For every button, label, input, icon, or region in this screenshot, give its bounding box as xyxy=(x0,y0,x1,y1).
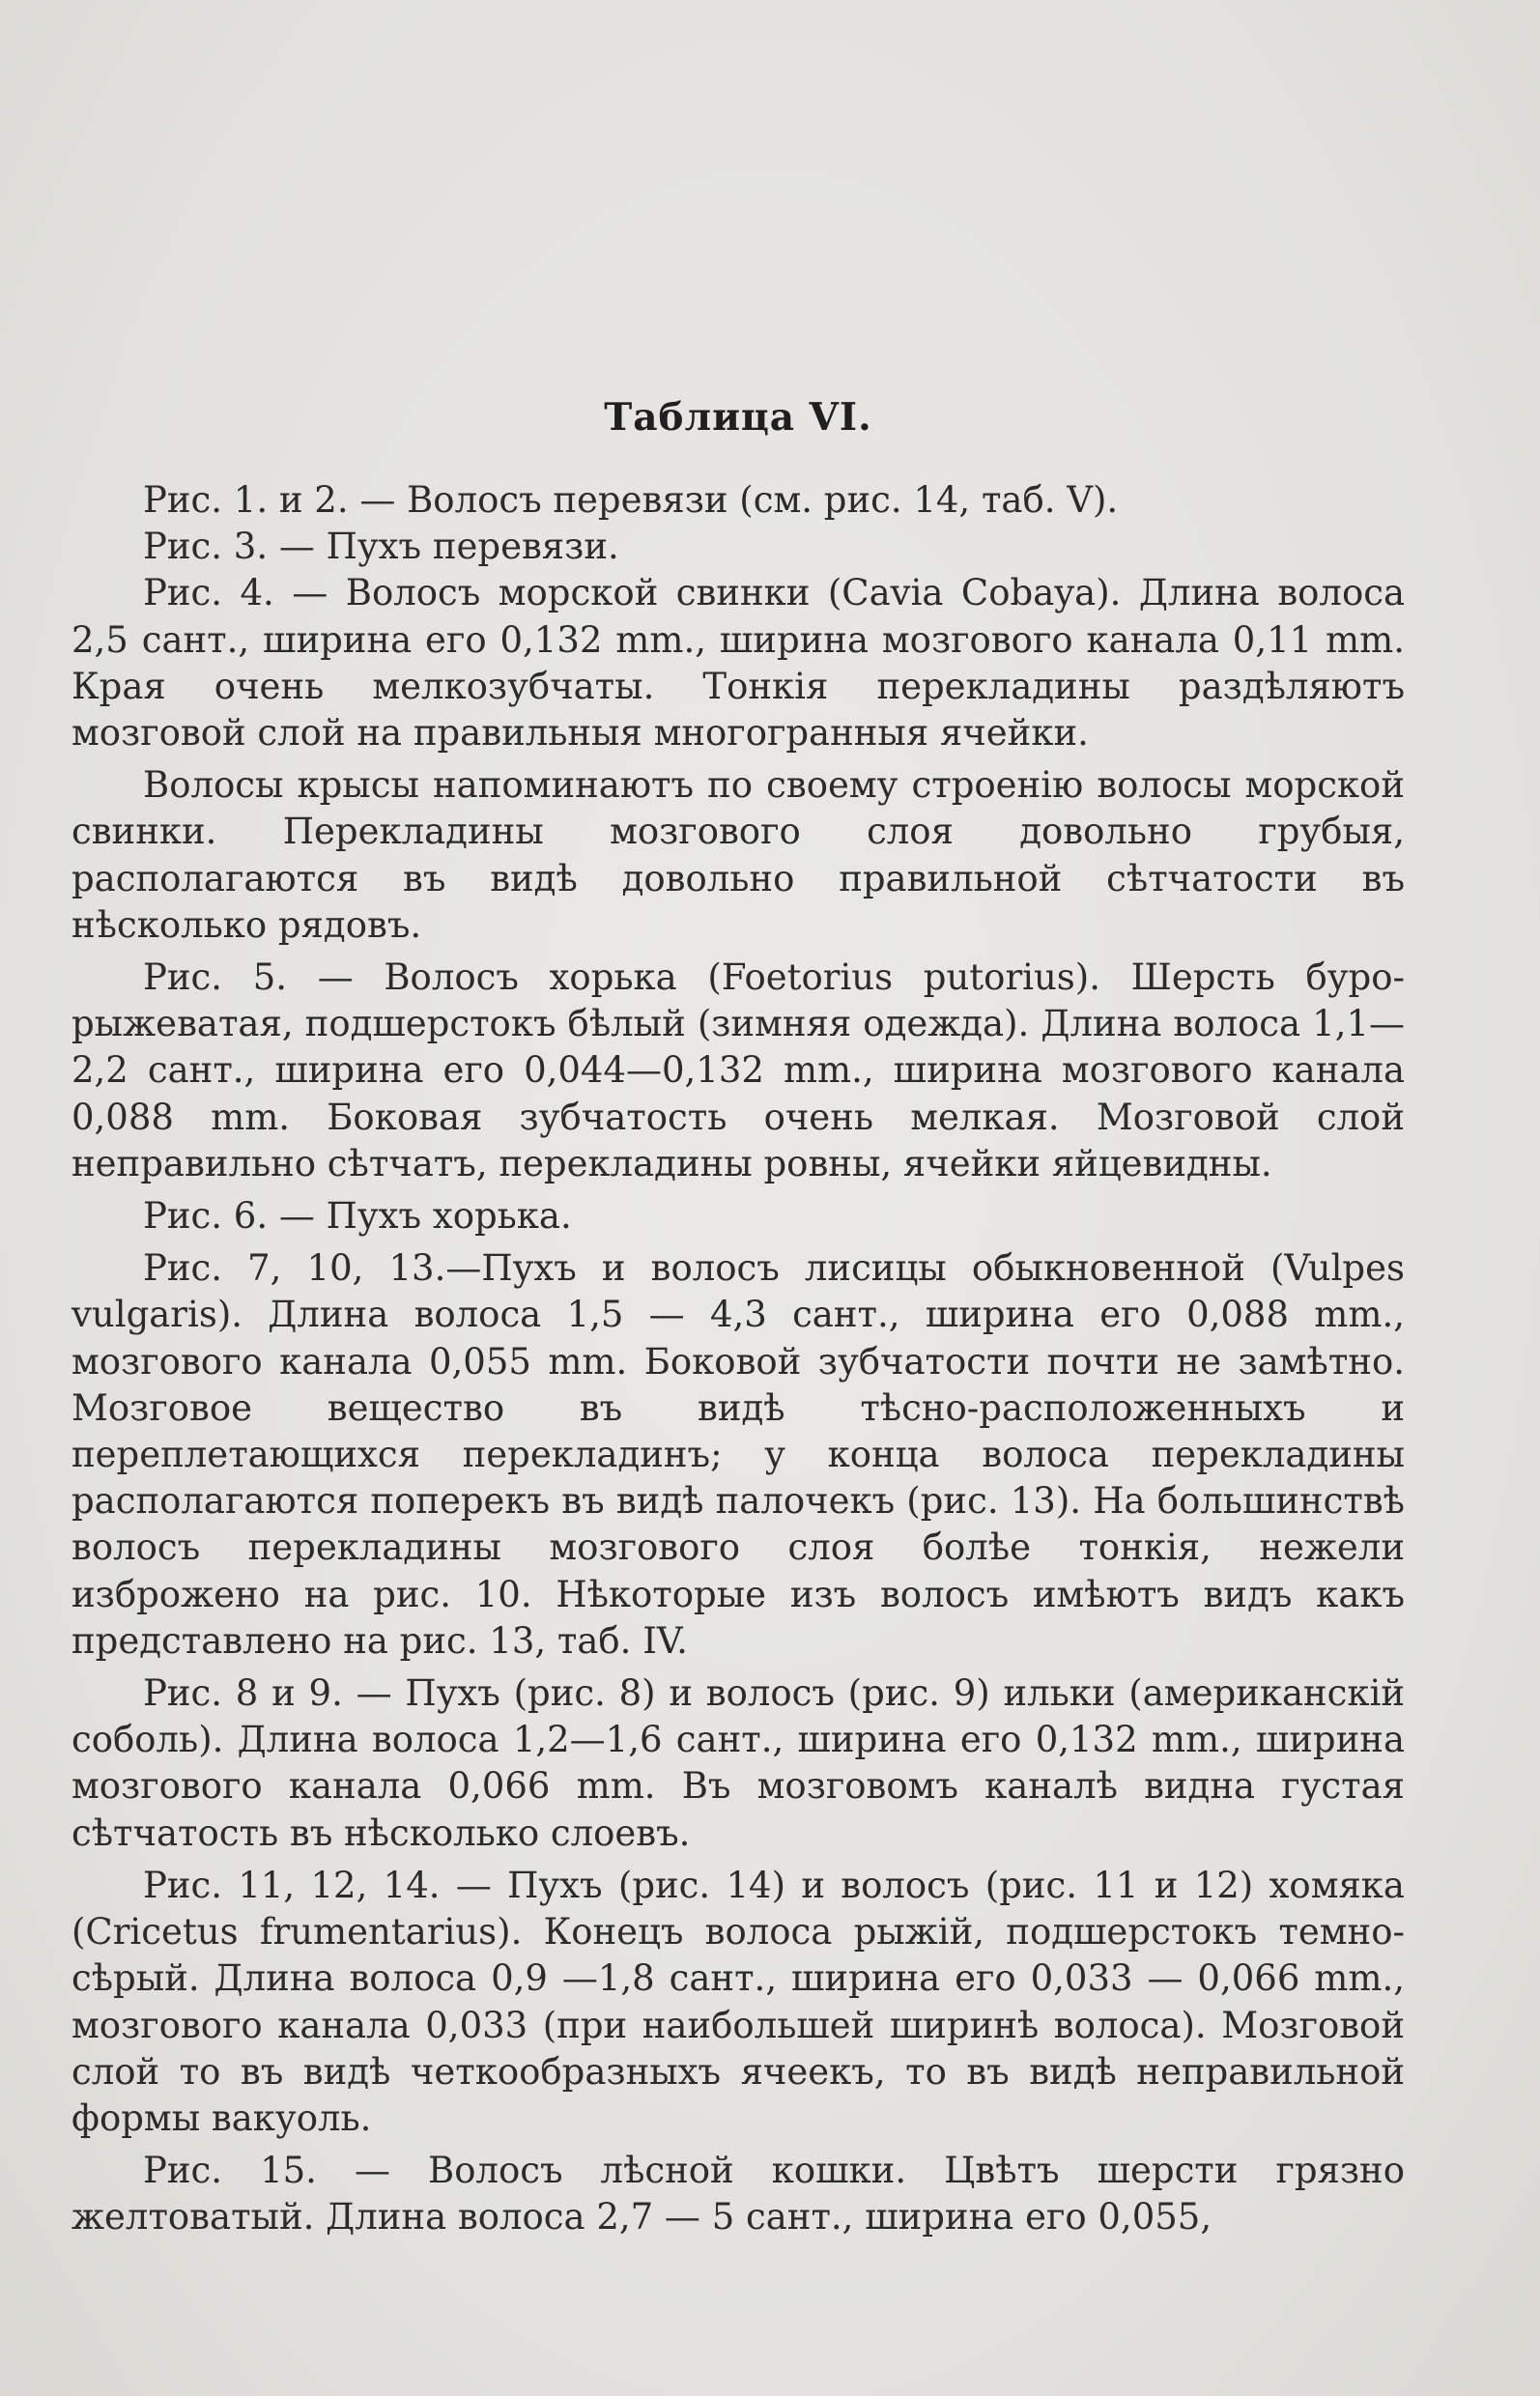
paragraph-fig-8-9: Рис. 8 и 9. — Пухъ (рис. 8) и волосъ (рис. 9) ильки (американскій соболь). Длина волоса 1,2—1,6 сант., ширина его 0,132 mm., ширина мозгового канала 0,066 mm. Въ мозговомъ каналѣ видна густая сѣтчатость въ нѣсколько слоевъ. xyxy=(71,1672,1405,1854)
paragraph-fig-6: Рис. 6. — Пухъ хорька. xyxy=(143,1195,572,1238)
paragraph-fig-15: Рис. 15. — Волосъ лѣсной кошки. Цвѣтъ шерсти грязно желтоватый. Длина волоса 2,7 — 5 сант., ширина его 0,055, xyxy=(71,2150,1405,2239)
paragraph-fig-1-2: Рис. 1. и 2. — Волосъ перевязи (см. рис. 14, таб. V). xyxy=(143,479,1119,521)
paragraph-fig-4: Рис. 4. — Волосъ морской свинки (Cavia Cobaya). Длина волоса 2,5 сант., ширина его 0,132 mm., ширина мозгового канала 0,11 mm. Края очень мелкозубчаты. Тонкія перекладины раздѣляютъ мозговой слой на правильныя многогранныя ячейки. xyxy=(71,572,1405,755)
paragraph-fig-5: Рис. 5. — Волосъ хорька (Foetorius putorius). Шерсть буро-рыжеватая, подшерстокъ бѣлый (зимняя одежда). Длина волоса 1,1—2,2 сант., ширина его 0,044—0,132 mm., ширина мозгового канала 0,088 mm. Боковая зубчатость очень мелкая. Мозговой слой неправильно сѣтчатъ, перекладины ровны, ячейки яйцевидны. xyxy=(71,956,1405,1184)
paragraph-fig-7-10-13: Рис. 7, 10, 13.—Пухъ и волосъ лисицы обыкновенной (Vulpes vulgaris). Длина волоса 1,5 — 4,3 сант., ширина его 0,088 mm., мозгового канала 0,055 mm. Боковой зубчатости почти не замѣтно. Мозговое вещество въ видѣ тѣсно-расположенныхъ и переплетающихся перекладинъ; у конца волоса перекладины располагаются поперекъ въ видѣ палочекъ (рис. 13). На большинствѣ волосъ перекладины мозгового слоя болѣе тонкія, нежели изброжено на рис. 10. Нѣкоторые изъ волосъ имѣютъ видъ какъ представлено на рис. 13, таб. IV. xyxy=(71,1247,1405,1662)
paragraph-fig-3: Рис. 3. — Пухъ перевязи. xyxy=(143,526,619,568)
paragraph-rat-hair: Волосы крысы напоминаютъ по своему строенію волосы морской свинки. Перекладины мозгового слоя довольно грубыя, располагаются въ видѣ довольно правильной сѣтчатости въ нѣсколько рядовъ. xyxy=(71,764,1405,946)
page-title: Таблица VI. xyxy=(604,395,872,440)
paragraph-fig-11-12-14: Рис. 11, 12, 14. — Пухъ (рис. 14) и волосъ (рис. 11 и 12) хомяка (Cricetus frumentarius). Конецъ волоса рыжій, подшерстокъ темно-сѣрый. Длина волоса 0,9 —1,8 сант., ширина его 0,033 — 0,066 mm., мозгового канала 0,033 (при наибольшей ширинѣ волоса). Мозговой слой то въ видѣ четкообразныхъ ячеекъ, то въ видѣ неправильной формы вакуоль. xyxy=(71,1864,1405,2139)
page-body xyxy=(71,394,1405,2241)
